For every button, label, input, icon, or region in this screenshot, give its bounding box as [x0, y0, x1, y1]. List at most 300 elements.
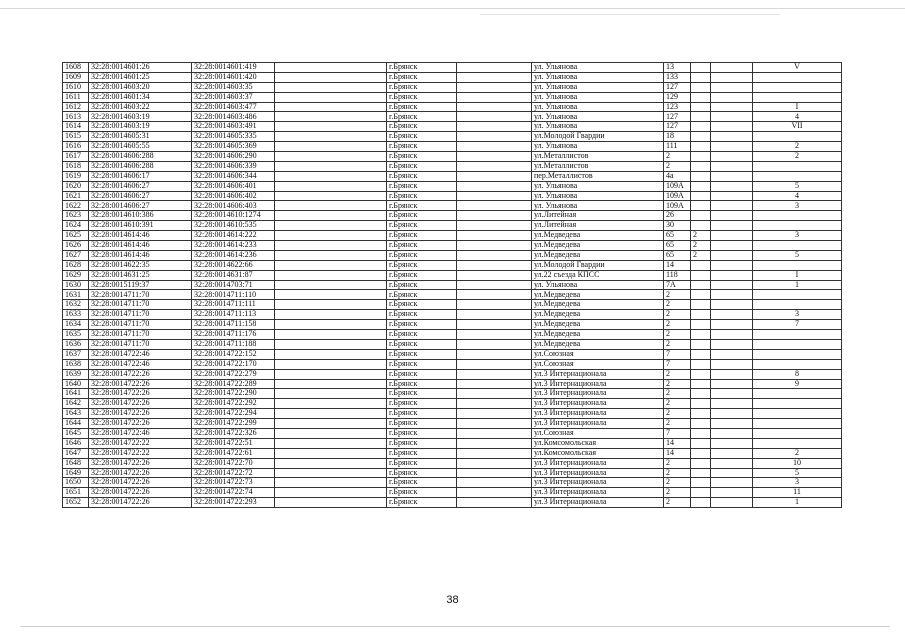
- row-number-cell: 1649: [63, 468, 89, 478]
- apartment-cell: 5: [753, 250, 842, 260]
- building-cell: [691, 448, 711, 458]
- apartment-cell: 11: [753, 488, 842, 498]
- registry-table: [62, 62, 842, 508]
- house-number-cell: 2: [664, 339, 691, 349]
- house-number-cell: 4а: [664, 171, 691, 181]
- house-number-cell: 2: [664, 458, 691, 468]
- blank-cell-cell: [275, 379, 387, 389]
- parcel-cadastral-number-cell: 32:28:0014606:27: [89, 181, 192, 191]
- blank-cell-cell: [457, 478, 532, 488]
- blank-cell-cell: [711, 290, 753, 300]
- object-cadastral-number-cell: 32:28:0014603:486: [192, 112, 275, 122]
- city-cell: г.Брянск: [387, 211, 457, 221]
- table-row: [63, 379, 842, 389]
- house-number-cell: 2: [664, 399, 691, 409]
- blank-cell-cell: [457, 339, 532, 349]
- street-cell: ул.Металлистов: [532, 161, 664, 171]
- blank-cell-cell: [457, 171, 532, 181]
- parcel-cadastral-number-cell: 32:28:0014606:27: [89, 201, 192, 211]
- apartment-cell: [753, 82, 842, 92]
- building-cell: [691, 320, 711, 330]
- blank-cell-cell: [275, 339, 387, 349]
- building-cell: [691, 102, 711, 112]
- building-cell: [691, 171, 711, 181]
- object-cadastral-number-cell: 32:28:0014722:289: [192, 379, 275, 389]
- table-row: [63, 260, 842, 270]
- parcel-cadastral-number-cell: 32:28:0014605:31: [89, 132, 192, 142]
- street-cell: ул. Ульянова: [532, 112, 664, 122]
- row-number-cell: 1636: [63, 339, 89, 349]
- parcel-cadastral-number-cell: 32:28:0014610:386: [89, 211, 192, 221]
- object-cadastral-number-cell: 32:28:0014711:176: [192, 330, 275, 340]
- city-cell: г.Брянск: [387, 310, 457, 320]
- blank-cell-cell: [711, 63, 753, 73]
- apartment-cell: [753, 409, 842, 419]
- blank-cell-cell: [275, 161, 387, 171]
- parcel-cadastral-number-cell: 32:28:0014722:22: [89, 438, 192, 448]
- apartment-cell: [753, 428, 842, 438]
- street-cell: ул.3 Интернационала: [532, 379, 664, 389]
- house-number-cell: 7: [664, 428, 691, 438]
- blank-cell-cell: [457, 399, 532, 409]
- blank-cell-cell: [711, 498, 753, 508]
- apartment-cell: 10: [753, 458, 842, 468]
- object-cadastral-number-cell: 32:28:0014606:344: [192, 171, 275, 181]
- object-cadastral-number-cell: 32:28:0014711:113: [192, 310, 275, 320]
- street-cell: ул.3 Интернационала: [532, 468, 664, 478]
- house-number-cell: 65: [664, 250, 691, 260]
- house-number-cell: 123: [664, 102, 691, 112]
- blank-cell-cell: [457, 369, 532, 379]
- house-number-cell: 2: [664, 409, 691, 419]
- blank-cell-cell: [711, 399, 753, 409]
- apartment-cell: 3: [753, 201, 842, 211]
- house-number-cell: 2: [664, 478, 691, 488]
- parcel-cadastral-number-cell: 32:28:0014601:26: [89, 63, 192, 73]
- street-cell: пер.Металлистов: [532, 171, 664, 181]
- blank-cell-cell: [457, 438, 532, 448]
- apartment-cell: 3: [753, 478, 842, 488]
- parcel-cadastral-number-cell: 32:28:0014722:26: [89, 419, 192, 429]
- building-cell: [691, 438, 711, 448]
- blank-cell-cell: [275, 221, 387, 231]
- table-row: [63, 468, 842, 478]
- blank-cell-cell: [275, 142, 387, 152]
- blank-cell-cell: [275, 280, 387, 290]
- apartment-cell: [753, 211, 842, 221]
- street-cell: ул.3 Интернационала: [532, 389, 664, 399]
- apartment-cell: 5: [753, 181, 842, 191]
- blank-cell-cell: [711, 409, 753, 419]
- city-cell: г.Брянск: [387, 468, 457, 478]
- apartment-cell: [753, 260, 842, 270]
- object-cadastral-number-cell: 32:28:0014610:535: [192, 221, 275, 231]
- object-cadastral-number-cell: 32:28:0014722:299: [192, 419, 275, 429]
- table-row: [63, 458, 842, 468]
- city-cell: г.Брянск: [387, 409, 457, 419]
- object-cadastral-number-cell: 32:28:0014722:290: [192, 389, 275, 399]
- apartment-cell: [753, 92, 842, 102]
- parcel-cadastral-number-cell: 32:28:0014722:46: [89, 359, 192, 369]
- apartment-cell: [753, 72, 842, 82]
- blank-cell-cell: [457, 231, 532, 241]
- blank-cell-cell: [457, 260, 532, 270]
- house-number-cell: 2: [664, 161, 691, 171]
- street-cell: ул.3 Интернационала: [532, 478, 664, 488]
- blank-cell-cell: [711, 419, 753, 429]
- table-row: [63, 438, 842, 448]
- parcel-cadastral-number-cell: 32:28:0014614:46: [89, 241, 192, 251]
- street-cell: ул. Ульянова: [532, 201, 664, 211]
- blank-cell-cell: [711, 448, 753, 458]
- house-number-cell: 109А: [664, 201, 691, 211]
- blank-cell-cell: [711, 270, 753, 280]
- blank-cell-cell: [275, 290, 387, 300]
- object-cadastral-number-cell: 32:28:0014631:87: [192, 270, 275, 280]
- house-number-cell: 2: [664, 320, 691, 330]
- parcel-cadastral-number-cell: 32:28:0014722:46: [89, 428, 192, 438]
- blank-cell-cell: [457, 330, 532, 340]
- street-cell: ул. Ульянова: [532, 92, 664, 102]
- blank-cell-cell: [711, 260, 753, 270]
- street-cell: ул.3 Интернационала: [532, 409, 664, 419]
- table-row: [63, 211, 842, 221]
- building-cell: [691, 112, 711, 122]
- city-cell: г.Брянск: [387, 92, 457, 102]
- house-number-cell: 30: [664, 221, 691, 231]
- house-number-cell: 118: [664, 270, 691, 280]
- object-cadastral-number-cell: 32:28:0014606:401: [192, 181, 275, 191]
- street-cell: ул.3 Интернационала: [532, 488, 664, 498]
- object-cadastral-number-cell: 32:28:0014711:158: [192, 320, 275, 330]
- street-cell: ул.Союзная: [532, 349, 664, 359]
- city-cell: г.Брянск: [387, 191, 457, 201]
- blank-cell-cell: [275, 132, 387, 142]
- parcel-cadastral-number-cell: 32:28:0014722:26: [89, 498, 192, 508]
- building-cell: [691, 359, 711, 369]
- table-row: [63, 201, 842, 211]
- house-number-cell: 2: [664, 310, 691, 320]
- blank-cell-cell: [457, 122, 532, 132]
- street-cell: ул. Ульянова: [532, 142, 664, 152]
- row-number-cell: 1648: [63, 458, 89, 468]
- blank-cell-cell: [457, 419, 532, 429]
- city-cell: г.Брянск: [387, 112, 457, 122]
- building-cell: [691, 488, 711, 498]
- blank-cell-cell: [711, 72, 753, 82]
- row-number-cell: 1637: [63, 349, 89, 359]
- blank-cell-cell: [275, 488, 387, 498]
- blank-cell-cell: [711, 122, 753, 132]
- parcel-cadastral-number-cell: 32:28:0014601:34: [89, 92, 192, 102]
- apartment-cell: I: [753, 270, 842, 280]
- apartment-cell: [753, 221, 842, 231]
- object-cadastral-number-cell: 32:28:0014722:279: [192, 369, 275, 379]
- row-number-cell: 1626: [63, 241, 89, 251]
- house-number-cell: 14: [664, 260, 691, 270]
- parcel-cadastral-number-cell: 32:28:0014711:70: [89, 320, 192, 330]
- house-number-cell: 7А: [664, 280, 691, 290]
- house-number-cell: 2: [664, 419, 691, 429]
- table-row: [63, 399, 842, 409]
- parcel-cadastral-number-cell: 32:28:0014622:35: [89, 260, 192, 270]
- table-row: [63, 152, 842, 162]
- city-cell: г.Брянск: [387, 478, 457, 488]
- blank-cell-cell: [711, 142, 753, 152]
- building-cell: [691, 122, 711, 132]
- row-number-cell: 1625: [63, 231, 89, 241]
- blank-cell-cell: [711, 458, 753, 468]
- city-cell: г.Брянск: [387, 231, 457, 241]
- object-cadastral-number-cell: 32:28:0014603:491: [192, 122, 275, 132]
- table-row: [63, 330, 842, 340]
- building-cell: [691, 310, 711, 320]
- city-cell: г.Брянск: [387, 458, 457, 468]
- table-row: [63, 82, 842, 92]
- table-row: [63, 63, 842, 73]
- city-cell: г.Брянск: [387, 369, 457, 379]
- street-cell: ул.3 Интернационала: [532, 458, 664, 468]
- table-row: [63, 359, 842, 369]
- house-number-cell: 109А: [664, 191, 691, 201]
- table-row: [63, 72, 842, 82]
- blank-cell-cell: [457, 201, 532, 211]
- parcel-cadastral-number-cell: 32:28:0014722:26: [89, 468, 192, 478]
- city-cell: г.Брянск: [387, 241, 457, 251]
- table-row: [63, 161, 842, 171]
- city-cell: г.Брянск: [387, 280, 457, 290]
- house-number-cell: 13: [664, 63, 691, 73]
- table-row: [63, 488, 842, 498]
- table-row: [63, 428, 842, 438]
- blank-cell-cell: [711, 379, 753, 389]
- row-number-cell: 1644: [63, 419, 89, 429]
- object-cadastral-number-cell: 32:28:0014606:403: [192, 201, 275, 211]
- blank-cell-cell: [711, 428, 753, 438]
- object-cadastral-number-cell: 32:28:0014606:402: [192, 191, 275, 201]
- building-cell: [691, 201, 711, 211]
- table-row: [63, 498, 842, 508]
- object-cadastral-number-cell: 32:28:0014722:72: [192, 468, 275, 478]
- blank-cell-cell: [275, 260, 387, 270]
- table-row: [63, 290, 842, 300]
- blank-cell-cell: [275, 201, 387, 211]
- row-number-cell: 1627: [63, 250, 89, 260]
- object-cadastral-number-cell: 32:28:0014603:477: [192, 102, 275, 112]
- house-number-cell: 65: [664, 241, 691, 251]
- blank-cell-cell: [275, 310, 387, 320]
- table-row: [63, 181, 842, 191]
- city-cell: г.Брянск: [387, 419, 457, 429]
- blank-cell-cell: [457, 112, 532, 122]
- street-cell: ул.Союзная: [532, 428, 664, 438]
- city-cell: г.Брянск: [387, 379, 457, 389]
- parcel-cadastral-number-cell: 32:28:0014614:46: [89, 250, 192, 260]
- blank-cell-cell: [711, 369, 753, 379]
- table-row: [63, 310, 842, 320]
- house-number-cell: 2: [664, 379, 691, 389]
- apartment-cell: [753, 339, 842, 349]
- object-cadastral-number-cell: 32:28:0014606:339: [192, 161, 275, 171]
- blank-cell-cell: [457, 359, 532, 369]
- blank-cell-cell: [711, 300, 753, 310]
- blank-cell-cell: [275, 428, 387, 438]
- city-cell: г.Брянск: [387, 142, 457, 152]
- row-number-cell: 1616: [63, 142, 89, 152]
- house-number-cell: 127: [664, 122, 691, 132]
- house-number-cell: 2: [664, 330, 691, 340]
- blank-cell-cell: [457, 428, 532, 438]
- house-number-cell: 2: [664, 152, 691, 162]
- blank-cell-cell: [275, 171, 387, 181]
- table-row: [63, 478, 842, 488]
- building-cell: [691, 211, 711, 221]
- building-cell: [691, 369, 711, 379]
- building-cell: [691, 290, 711, 300]
- blank-cell-cell: [457, 211, 532, 221]
- blank-cell-cell: [711, 161, 753, 171]
- street-cell: ул.3 Интернационала: [532, 419, 664, 429]
- row-number-cell: 1631: [63, 290, 89, 300]
- row-number-cell: 1621: [63, 191, 89, 201]
- blank-cell-cell: [457, 290, 532, 300]
- parcel-cadastral-number-cell: 32:28:0014606:27: [89, 191, 192, 201]
- street-cell: ул.Медведева: [532, 231, 664, 241]
- blank-cell-cell: [457, 181, 532, 191]
- blank-cell-cell: [457, 82, 532, 92]
- blank-cell-cell: [275, 92, 387, 102]
- row-number-cell: 1647: [63, 448, 89, 458]
- row-number-cell: 1615: [63, 132, 89, 142]
- blank-cell-cell: [275, 399, 387, 409]
- object-cadastral-number-cell: 32:28:0014610:1274: [192, 211, 275, 221]
- scan-edge-line: [480, 14, 780, 15]
- parcel-cadastral-number-cell: 32:28:0014722:26: [89, 369, 192, 379]
- row-number-cell: 1624: [63, 221, 89, 231]
- street-cell: ул.3 Интернационала: [532, 399, 664, 409]
- apartment-cell: 2: [753, 142, 842, 152]
- row-number-cell: 1628: [63, 260, 89, 270]
- parcel-cadastral-number-cell: 32:28:0014722:46: [89, 349, 192, 359]
- parcel-cadastral-number-cell: 32:28:0014603:20: [89, 82, 192, 92]
- row-number-cell: 1638: [63, 359, 89, 369]
- row-number-cell: 1634: [63, 320, 89, 330]
- blank-cell-cell: [711, 191, 753, 201]
- apartment-cell: 4: [753, 191, 842, 201]
- object-cadastral-number-cell: 32:28:0014606:290: [192, 152, 275, 162]
- apartment-cell: 7: [753, 320, 842, 330]
- parcel-cadastral-number-cell: 32:28:0014711:70: [89, 339, 192, 349]
- object-cadastral-number-cell: 32:28:0014603:37: [192, 92, 275, 102]
- building-cell: [691, 92, 711, 102]
- object-cadastral-number-cell: 32:28:0014722:70: [192, 458, 275, 468]
- blank-cell-cell: [275, 191, 387, 201]
- city-cell: г.Брянск: [387, 201, 457, 211]
- city-cell: г.Брянск: [387, 290, 457, 300]
- blank-cell-cell: [457, 92, 532, 102]
- blank-cell-cell: [711, 112, 753, 122]
- parcel-cadastral-number-cell: 32:28:0014603:22: [89, 102, 192, 112]
- table-row: [63, 300, 842, 310]
- building-cell: [691, 191, 711, 201]
- apartment-cell: 3: [753, 310, 842, 320]
- blank-cell-cell: [457, 221, 532, 231]
- row-number-cell: 1610: [63, 82, 89, 92]
- apartment-cell: 8: [753, 369, 842, 379]
- blank-cell-cell: [275, 82, 387, 92]
- city-cell: г.Брянск: [387, 448, 457, 458]
- blank-cell-cell: [457, 448, 532, 458]
- city-cell: г.Брянск: [387, 498, 457, 508]
- parcel-cadastral-number-cell: 32:28:0014711:70: [89, 330, 192, 340]
- object-cadastral-number-cell: 32:28:0014722:73: [192, 478, 275, 488]
- object-cadastral-number-cell: 32:28:0014603:35: [192, 82, 275, 92]
- object-cadastral-number-cell: 32:28:0014722:326: [192, 428, 275, 438]
- parcel-cadastral-number-cell: 32:28:0014601:25: [89, 72, 192, 82]
- apartment-cell: [753, 161, 842, 171]
- parcel-cadastral-number-cell: 32:28:0014722:26: [89, 379, 192, 389]
- city-cell: г.Брянск: [387, 82, 457, 92]
- street-cell: ул.22 съезда КПСС: [532, 270, 664, 280]
- city-cell: г.Брянск: [387, 63, 457, 73]
- house-number-cell: 2: [664, 300, 691, 310]
- parcel-cadastral-number-cell: 32:28:0014722:26: [89, 488, 192, 498]
- building-cell: [691, 82, 711, 92]
- scan-edge-line: [0, 8, 905, 9]
- city-cell: г.Брянск: [387, 221, 457, 231]
- blank-cell-cell: [275, 72, 387, 82]
- house-number-cell: 127: [664, 82, 691, 92]
- blank-cell-cell: [457, 241, 532, 251]
- row-number-cell: 1630: [63, 280, 89, 290]
- row-number-cell: 1612: [63, 102, 89, 112]
- building-cell: [691, 419, 711, 429]
- row-number-cell: 1629: [63, 270, 89, 280]
- row-number-cell: 1618: [63, 161, 89, 171]
- house-number-cell: 109А: [664, 181, 691, 191]
- blank-cell-cell: [275, 250, 387, 260]
- street-cell: ул. Ульянова: [532, 82, 664, 92]
- apartment-cell: [753, 438, 842, 448]
- object-cadastral-number-cell: 32:28:0014622:66: [192, 260, 275, 270]
- blank-cell-cell: [457, 468, 532, 478]
- blank-cell-cell: [275, 458, 387, 468]
- blank-cell-cell: [457, 300, 532, 310]
- blank-cell-cell: [711, 488, 753, 498]
- page-number: 38: [446, 594, 459, 606]
- street-cell: ул.Молодой Гвардии: [532, 132, 664, 142]
- object-cadastral-number-cell: 32:28:0014722:293: [192, 498, 275, 508]
- street-cell: ул. Ульянова: [532, 191, 664, 201]
- city-cell: г.Брянск: [387, 330, 457, 340]
- blank-cell-cell: [457, 270, 532, 280]
- house-number-cell: 2: [664, 468, 691, 478]
- parcel-cadastral-number-cell: 32:28:0014606:288: [89, 152, 192, 162]
- row-number-cell: 1632: [63, 300, 89, 310]
- object-cadastral-number-cell: 32:28:0014605:369: [192, 142, 275, 152]
- blank-cell-cell: [457, 72, 532, 82]
- street-cell: ул.Медведева: [532, 339, 664, 349]
- row-number-cell: 1639: [63, 369, 89, 379]
- city-cell: г.Брянск: [387, 72, 457, 82]
- street-cell: ул.Комсомольская: [532, 438, 664, 448]
- apartment-cell: 2: [753, 152, 842, 162]
- blank-cell-cell: [711, 211, 753, 221]
- blank-cell-cell: [275, 152, 387, 162]
- row-number-cell: 1608: [63, 63, 89, 73]
- street-cell: ул.Медведева: [532, 320, 664, 330]
- blank-cell-cell: [711, 389, 753, 399]
